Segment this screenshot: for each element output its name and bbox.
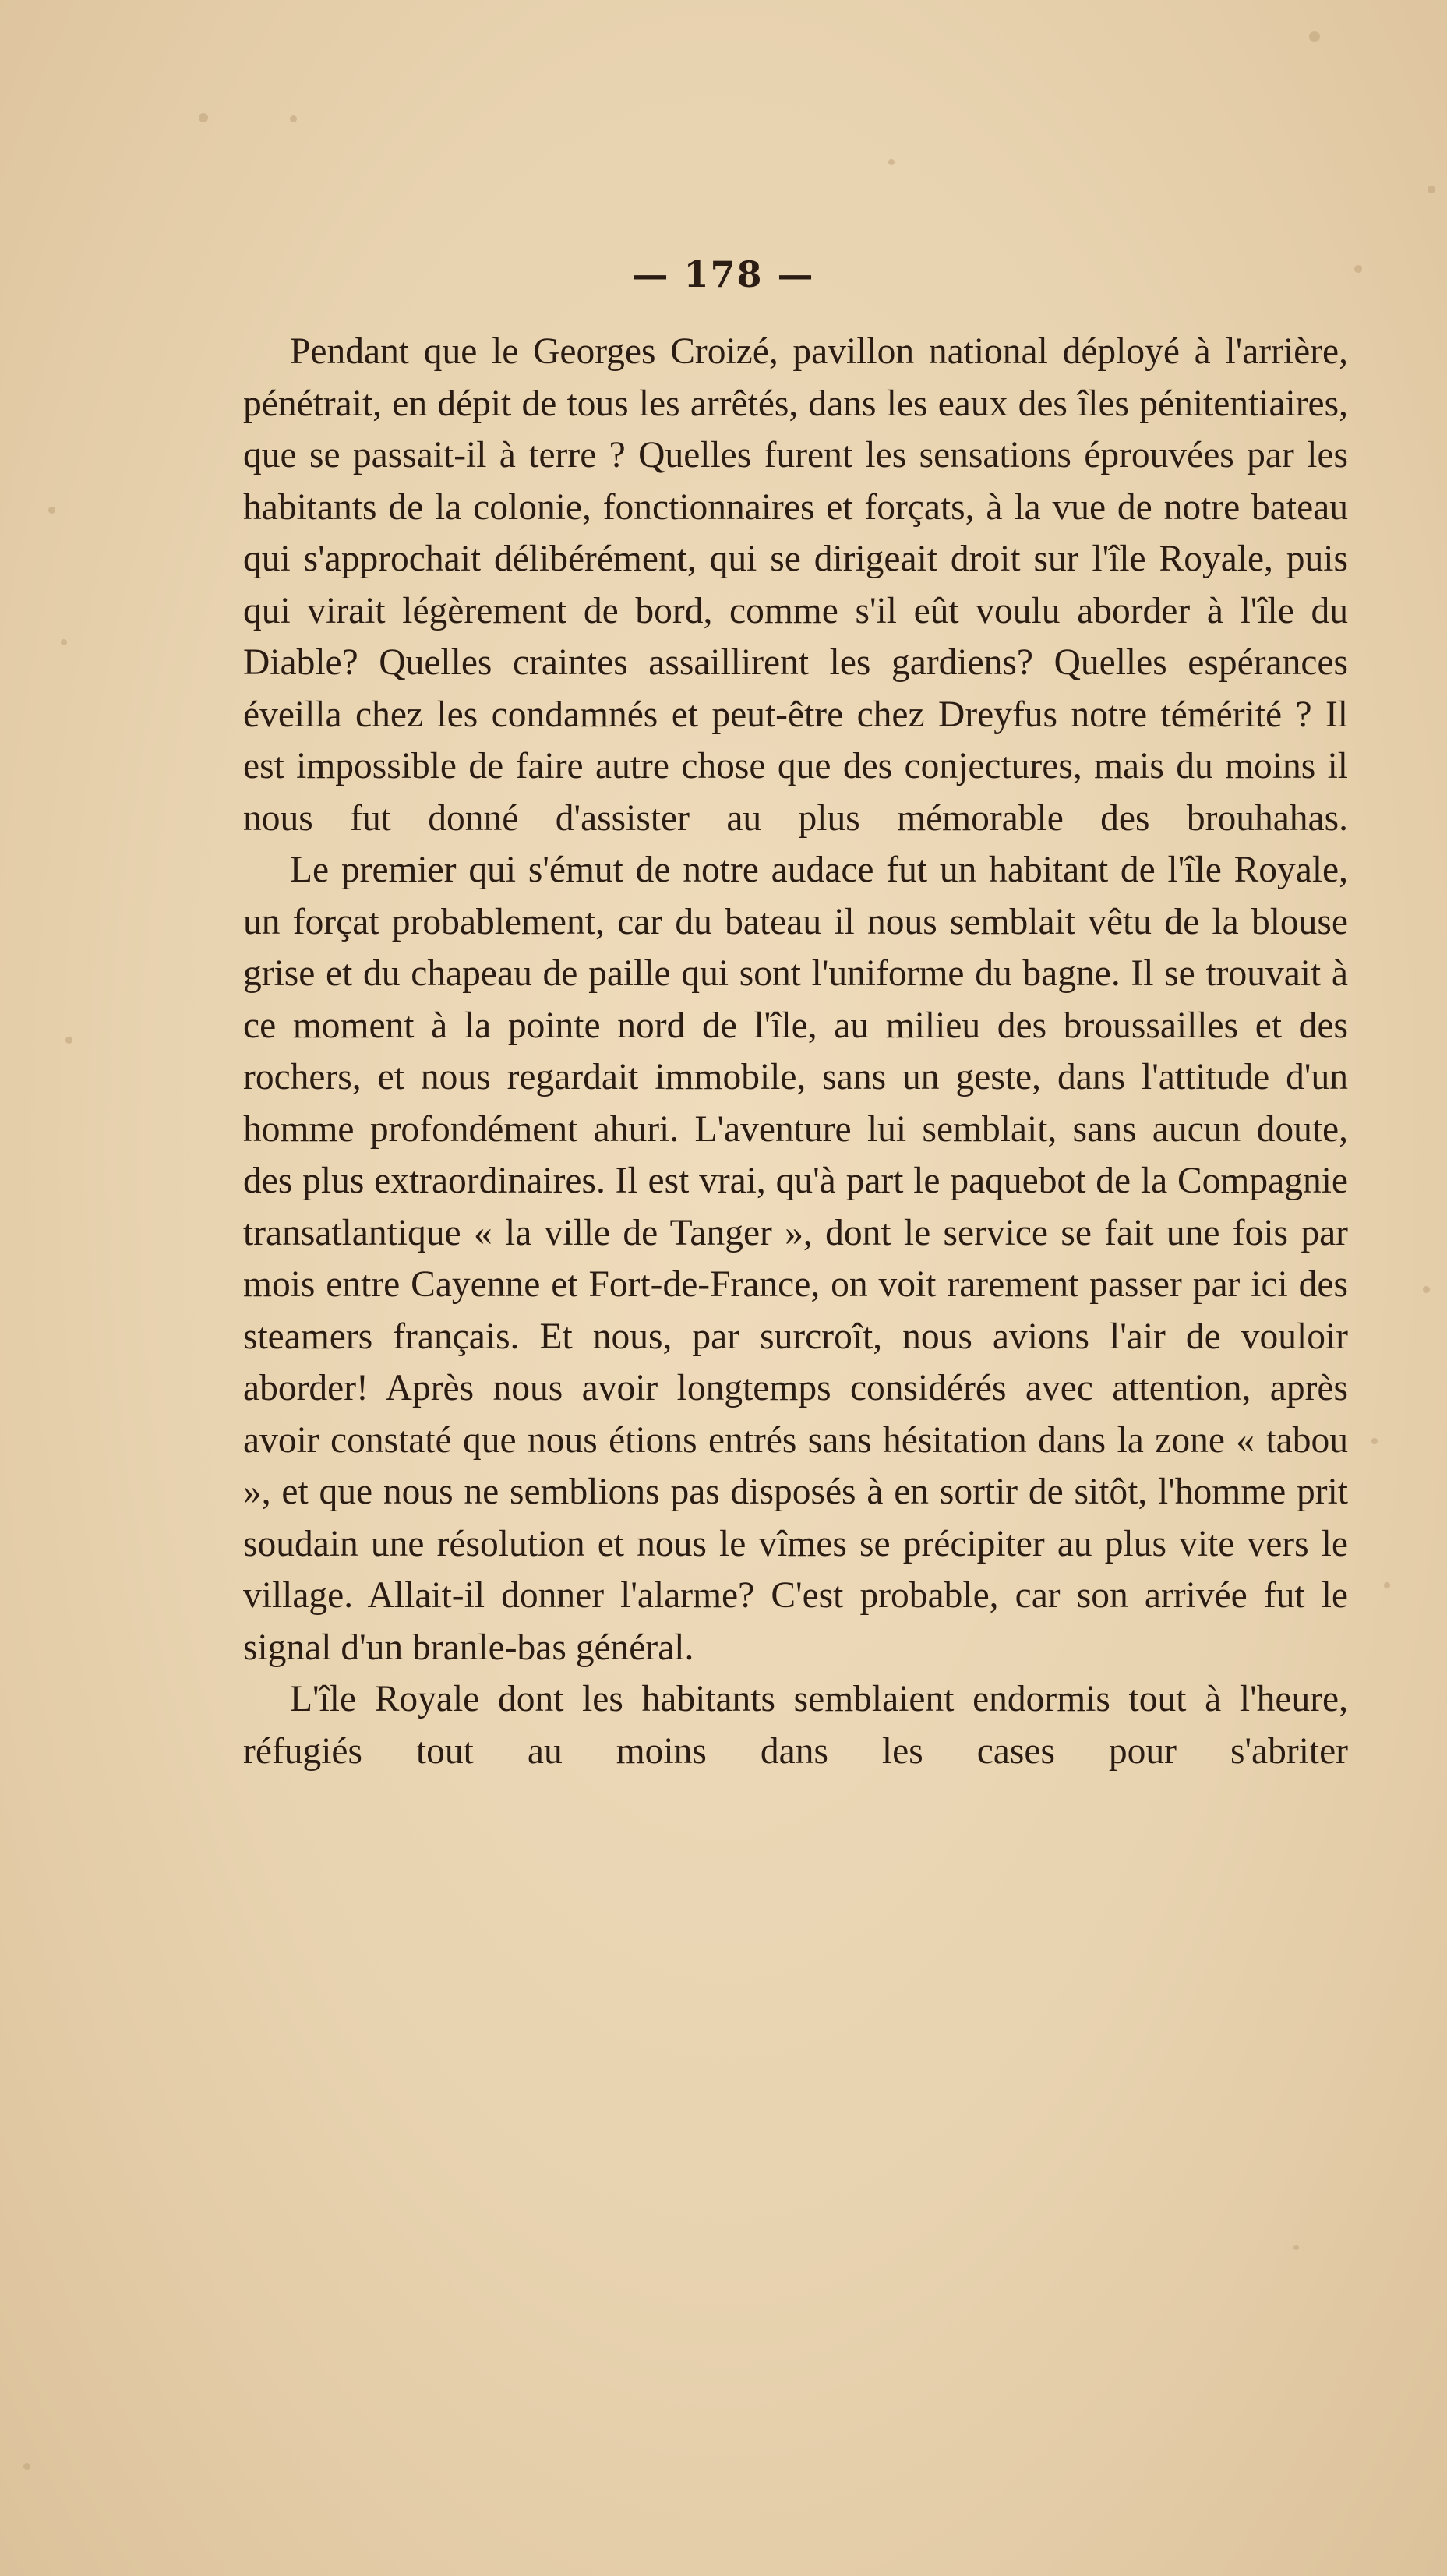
body-text bbox=[243, 326, 1348, 1777]
paragraph-2: Le premier qui s'émut de notre audace fut un habitant de l'île Royale, un forçat probablement, car du bateau il nous semblait vêtu de la blouse grise et du chapeau de paille qui sont l'uniforme du bagne. Il se trouvait à ce moment à la pointe nord de l'île, au milieu des broussailles et des rochers, et nous regardait immobile, sans un geste, dans l'attitude d'un homme profondément ahuri. L'aventure lui semblait, sans aucun doute, des plus extraordinaires. Il est vrai, qu'à part le paquebot de la Compagnie transatlantique « la ville de Tanger », dont le service se fait une fois par mois entre Cayenne et Fort-de-France, on voit rarement passer par ici des steamers français. Et nous, par surcroît, nous avions l'air de vouloir aborder! Après nous avoir longtemps considérés avec attention, après avoir constaté que nous étions entrés sans hésitation dans la zone « tabou », et que nous ne semblions pas disposés à en sortir de sitôt, l'homme prit soudain une résolution et nous le vîmes se précipiter au plus vite vers le village. Allait-il donner l'alarme? C'est probable, car son arrivée fut le signal d'un branle-bas général. bbox=[243, 850, 1348, 1668]
foxing-spot bbox=[23, 2463, 30, 2470]
foxing-spot bbox=[61, 639, 67, 645]
foxing-spot bbox=[199, 113, 208, 122]
foxing-spot bbox=[65, 1037, 72, 1044]
page-number: — 178 — bbox=[632, 253, 815, 295]
foxing-spot bbox=[888, 159, 895, 165]
foxing-spot bbox=[1384, 1582, 1390, 1588]
foxing-spot bbox=[1423, 1286, 1430, 1293]
foxing-spot bbox=[290, 115, 297, 122]
paragraph-3: L'île Royale dont les habitants semblaient endormis tout à l'heure, réfugiés tout au moins dans les cases pour s'abriter bbox=[243, 1679, 1348, 1772]
foxing-spot bbox=[1309, 31, 1320, 42]
foxing-spot bbox=[1293, 2245, 1299, 2250]
foxing-spot bbox=[1428, 186, 1435, 193]
paragraph-1: Pendant que le Georges Croizé, pavillon national déployé à l'arrière, pénétrait, en dépit de tous les arrêtés, dans les eaux des îles pénitentiaires, que se passait-il à terre ? Quelles furent les sensations éprouvées par les habitants de la colonie, fonctionnaires et forçats, à la vue de notre bateau qui s'approchait délibérément, qui se dirigeait droit sur l'île Royale, puis qui virait légèrement de bord, comme s'il eût voulu aborder à l'île du Diable? Quelles craintes assaillirent les gardiens? Quelles espérances éveilla chez les condamnés et peut-être chez Dreyfus notre témérité ? Il est impossible de faire autre chose que des conjectures, mais du moins il nous fut donné d'assister au plus mémorable des brouhahas. bbox=[243, 331, 1348, 839]
foxing-spot bbox=[1371, 1438, 1378, 1444]
foxing-spot bbox=[48, 507, 55, 514]
